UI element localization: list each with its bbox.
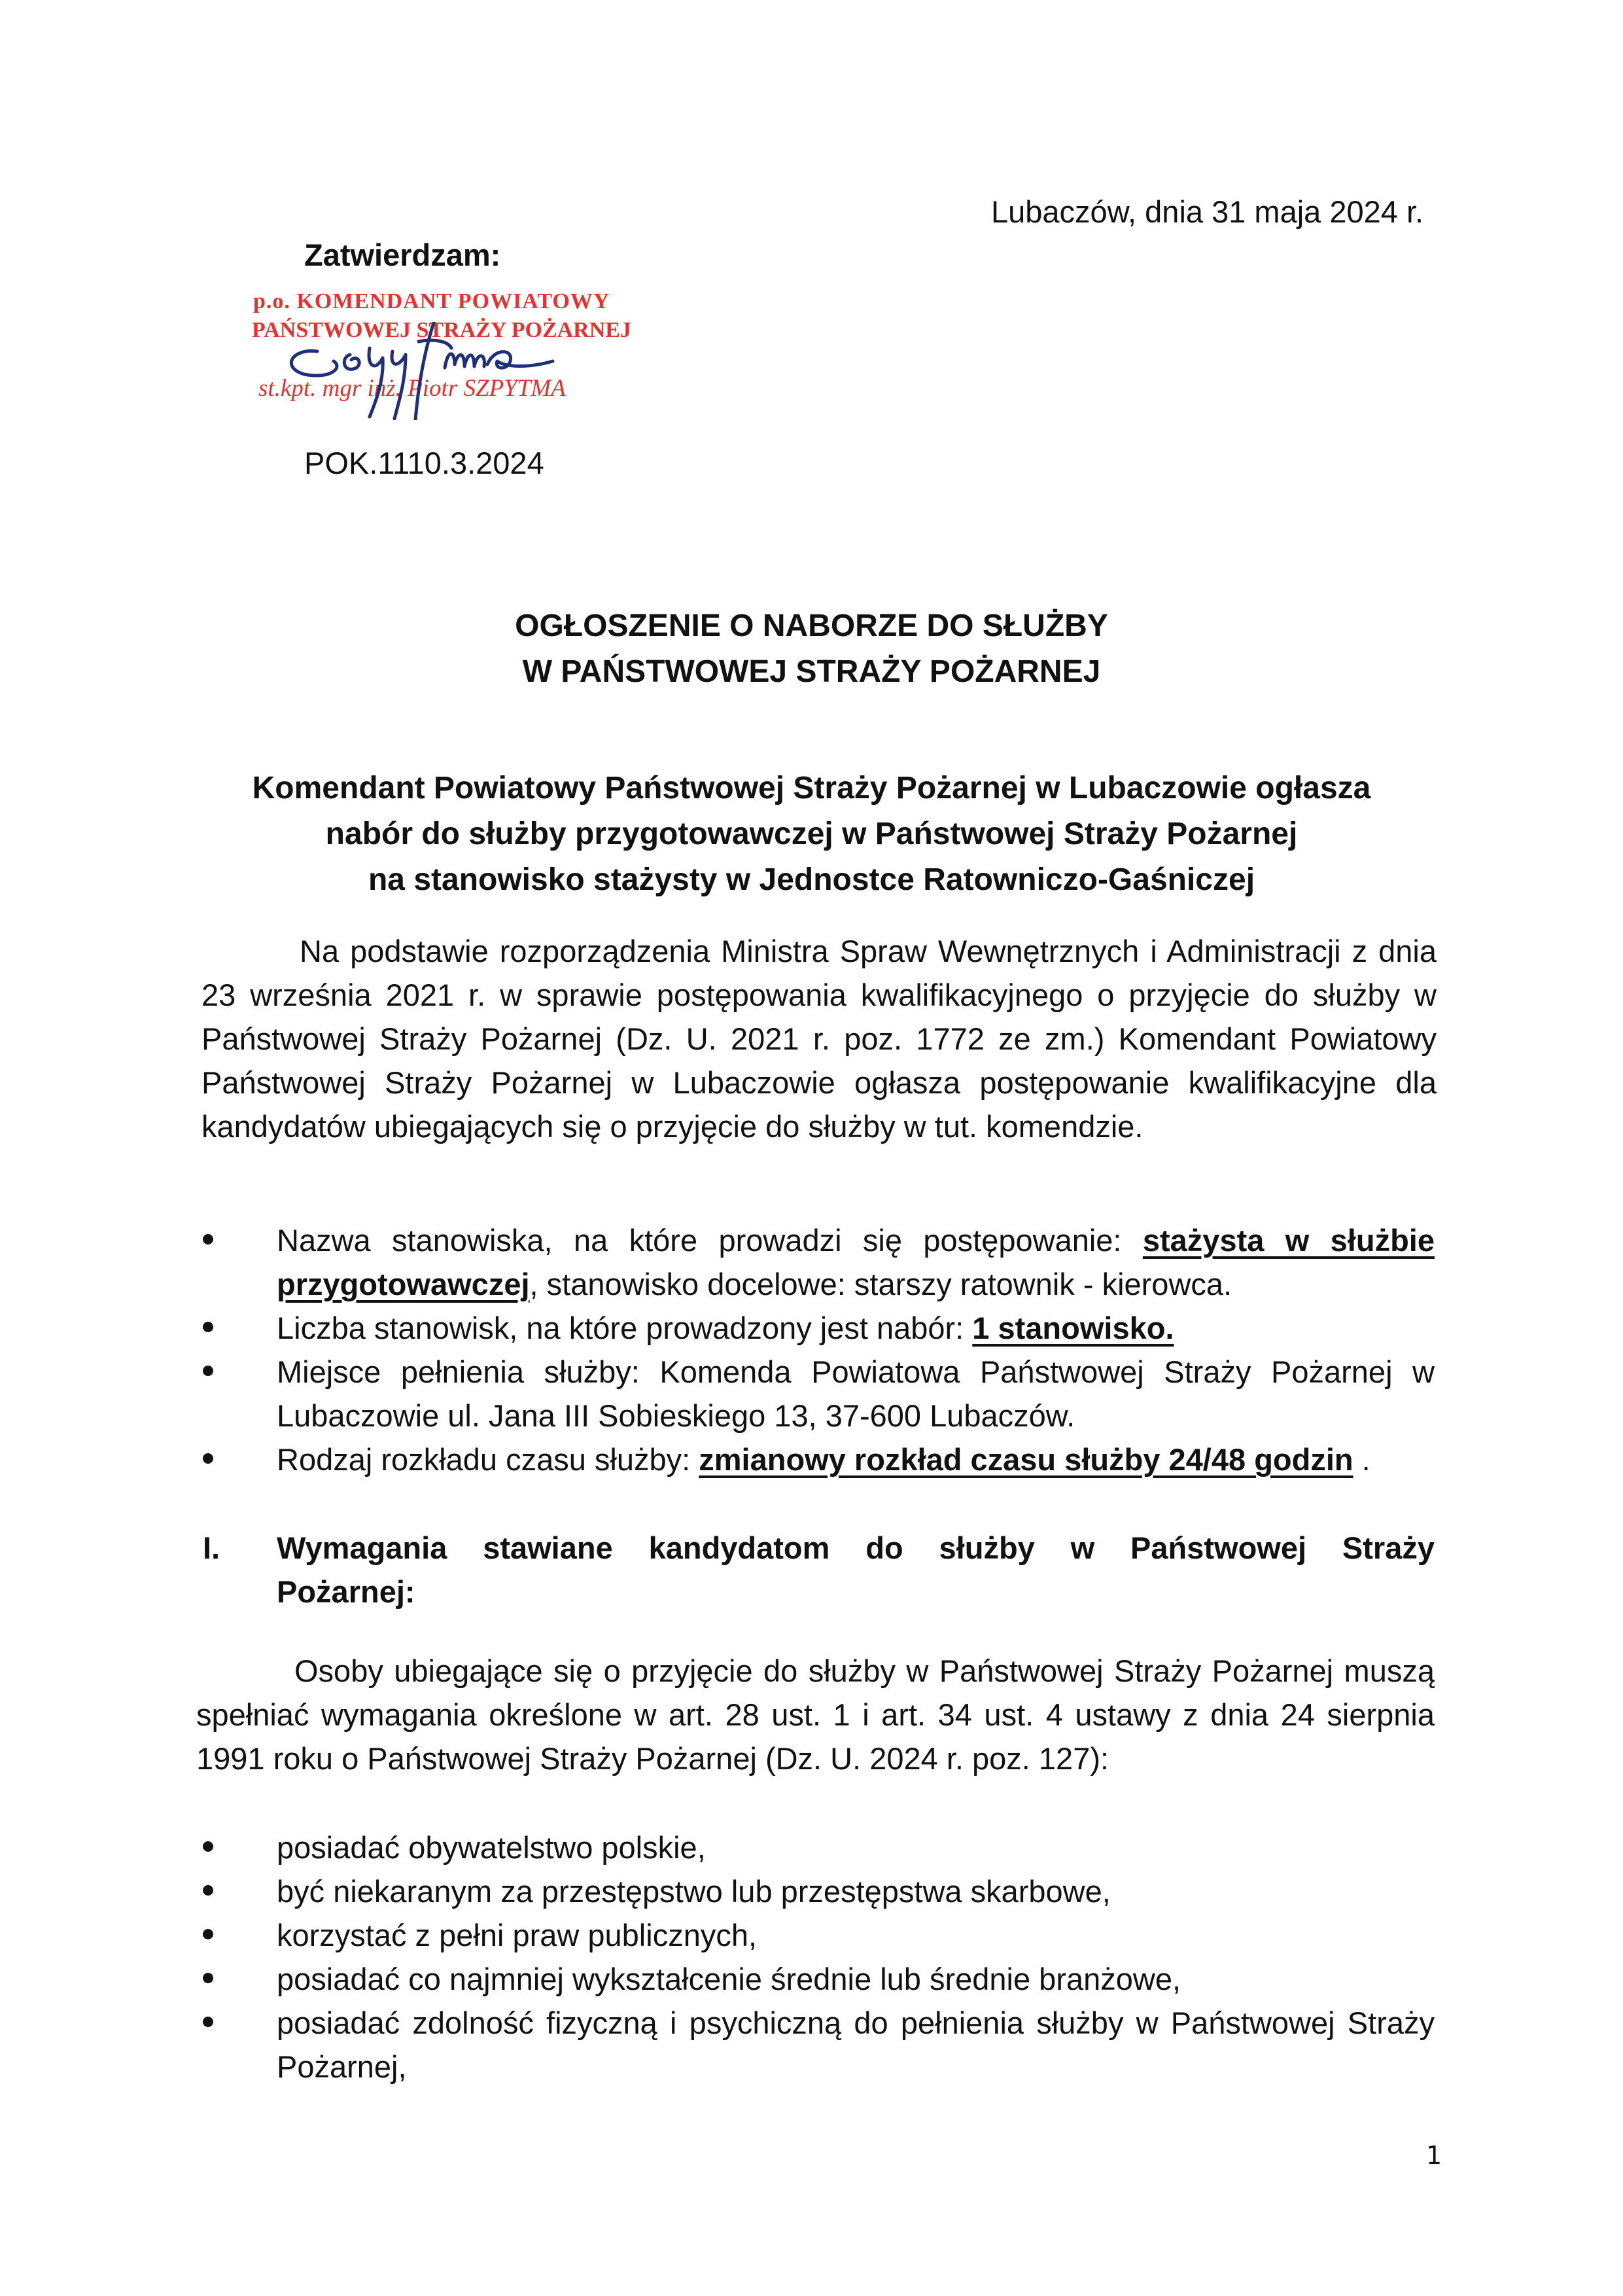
official-stamp <box>252 289 631 407</box>
bullet-icon <box>203 2017 213 2027</box>
requirement-text: posiadać co najmniej wykształcenie średnie lub średnie branżowe, <box>277 1962 1181 1996</box>
bullet-icon <box>203 1841 213 1852</box>
requirement-item <box>200 1826 1435 1869</box>
bullet-icon <box>203 1973 213 1983</box>
section-number: I. <box>203 1530 220 1565</box>
fact-label: Nazwa stanowiska, na które prowadzi się postępowanie: <box>277 1223 1143 1258</box>
bullet-icon <box>203 1366 213 1376</box>
requirements-list <box>200 1826 1435 2089</box>
stamp-line-title: p.o. KOMENDANT POWIATOWY <box>253 289 610 313</box>
section-heading-line-2: Pożarnej: <box>277 1574 415 1609</box>
requirements-intro-paragraph: Osoby ubiegające się o przyjęcie do służby w Państwowej Straży Pożarnej muszą spełniać wymagania określone w art. 28 ust. 1 i art. 34 ust. 4 ustawy z dnia 24 sierpnia 1991 roku o Państwowej Straży Pożarnej (Dz. U. 2024 r. poz. 127): <box>196 1653 1435 1776</box>
section-heading-text <box>277 1526 1435 1614</box>
requirement-text: korzystać z pełni praw publicznych, <box>277 1918 758 1952</box>
fact-positions-count <box>200 1306 1435 1350</box>
fact-highlight: 1 stanowisko. <box>972 1311 1174 1345</box>
bullet-icon <box>203 1929 213 1939</box>
bullet-icon <box>203 1453 213 1464</box>
fact-service-location <box>200 1350 1435 1438</box>
requirement-text: być niekaranym za przestępstwo lub przestępstwa skarbowe, <box>277 1874 1111 1909</box>
title-line-1: OGŁOSZENIE O NABORZE DO SŁUŻBY <box>515 609 1108 643</box>
document-subtitle <box>0 766 1623 903</box>
fact-highlight: stażysta w służbie przygotowawczej <box>277 1223 1435 1301</box>
requirement-item <box>200 1913 1435 1957</box>
bullet-icon <box>203 1234 213 1245</box>
reference-number: POK.1110.3.2024 <box>304 446 544 480</box>
bullet-icon <box>203 1322 213 1332</box>
fact-label: Liczba stanowisk, na które prowadzony jest nabór: <box>277 1311 973 1345</box>
fact-label: Rodzaj rozkładu czasu służby: <box>277 1442 699 1477</box>
subtitle-line-3: na stanowisko stażysty w Jednostce Ratowniczo-Gaśniczej <box>368 862 1255 897</box>
subtitle-line-1: Komendant Powiatowy Państwowej Straży Pożarnej w Lubaczowie ogłasza <box>252 771 1371 805</box>
requirement-item <box>200 1957 1435 2001</box>
approval-label: Zatwierdzam: <box>304 238 501 272</box>
fact-suffix: . <box>1353 1442 1370 1477</box>
subtitle-line-2: nabór do służby przygotowawczej w Państwowej Straży Pożarnej <box>325 817 1298 851</box>
requirement-item <box>200 2001 1435 2089</box>
stamp-line-institution: PAŃSTWOWEJ STRAŻY POŻARNEJ <box>252 318 631 342</box>
document-title <box>0 603 1623 695</box>
requirement-item <box>200 1869 1435 1913</box>
section-heading-line-1: Wymagania stawiane kandydatom do służby w Państwowej Straży <box>277 1530 1435 1565</box>
place-and-date: Lubaczów, dnia 31 maja 2024 r. <box>991 194 1424 229</box>
page-number: 1 <box>1426 2141 1442 2170</box>
fact-suffix: , stanowisko docelowe: starszy ratownik - kierowca. <box>529 1267 1232 1301</box>
fact-schedule-type <box>200 1438 1435 1481</box>
requirement-text: posiadać zdolność fizyczną i psychiczną do pełnienia służby w Państwowej Straży Pożarnej, <box>277 2005 1435 2084</box>
fact-highlight: zmianowy rozkład czasu służby 24/48 godzin <box>699 1442 1353 1477</box>
fact-position-name <box>200 1218 1435 1306</box>
bullet-icon <box>203 1885 213 1896</box>
section-requirements-heading <box>200 1526 1435 1614</box>
recruitment-facts-list <box>200 1218 1435 1481</box>
fact-label: Miejsce pełnienia służby: Komenda Powiatowa Państwowej Straży Pożarnej w Lubaczowie ul. Jana III Sobieskiego 13, 37-600 Lubaczów. <box>277 1354 1435 1433</box>
stamp-line-name: st.kpt. mgr inż. Piotr SZPYTMA <box>258 375 566 402</box>
requirement-text: posiadać obywatelstwo polskie, <box>277 1830 706 1865</box>
title-line-2: W PAŃSTWOWEJ STRAŻY POŻARNEJ <box>522 654 1101 689</box>
intro-paragraph: Na podstawie rozporządzenia Ministra Spraw Wewnętrznych i Administracji z dnia 23 września 2021 r. w sprawie postępowania kwalifikacyjnego o przyjęcie do służby w Państwowej Straży Pożarnej (Dz. U. 2021 r. poz. 1772 ze zm.) Komendant Powiatowy Państwowej Straży Pożarnej w Lubaczowie ogłasza postępowanie kwalifikacyjne dla kandydatów ubiegających się o przyjęcie do służby w tut. komendzie. <box>201 934 1437 1144</box>
